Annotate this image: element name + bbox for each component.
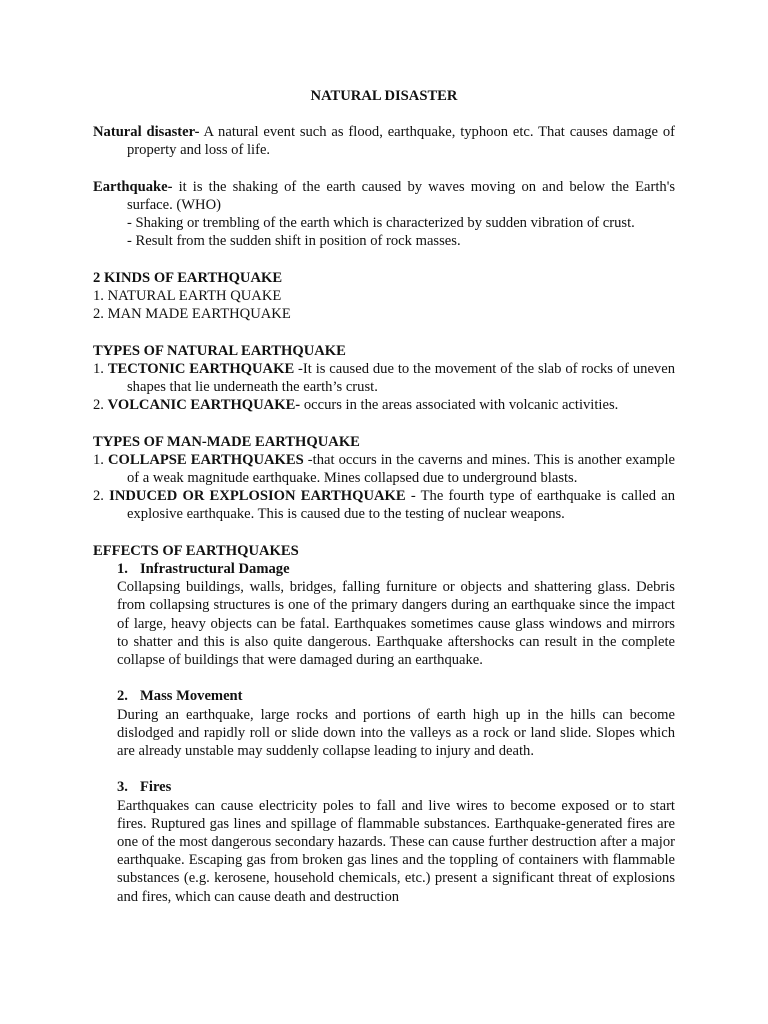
effect-title: 1. Infrastructural Damage (117, 561, 290, 577)
earthquake-definition (93, 178, 675, 214)
manmade-type-term: COLLAPSE EARTHQUAKES (108, 451, 304, 468)
earthquake-point: - Shaking or trembling of the earth which is characterized by sudden vibration of crust. (127, 215, 635, 232)
manmade-type-item: 2. INDUCED OR EXPLOSION EARTHQUAKE - The fourth type of earthquake is called an explosive earthquake. This is caused due to the testing of nuclear weapons. (93, 488, 676, 523)
natural-type-item: 1. TECTONIC EARTHQUAKE -It is caused due to the movement of the slab of rocks of uneven shapes that lie underneath the earth’s crust. (93, 360, 675, 395)
effect-title: 2. Mass Movement (117, 688, 243, 705)
natural-disaster-definition (93, 123, 675, 159)
natural-disaster-text: A natural event such as flood, earthquake, typhoon etc. That causes damage of property and loss of life. (127, 124, 675, 159)
effect-body: Earthquakes can cause electricity poles to fall and live wires to become exposed or to start fires. Ruptured gas lines and spillage of flammable substances. Earthquake-generated fires are one of the most dangerous secondary hazards. These can cause further destruction after a major earthquake. Escaping gas from broken gas lines and the toppling of containers with flammable substances (e.g. kerosene, household chemicals, etc.) present a significant threat of explosions and fires, which can cause death and destruction (117, 797, 675, 905)
natural-disaster-term: Natural disaster- (93, 124, 200, 141)
document-title: NATURAL DISASTER (310, 88, 458, 104)
manmade-type-item: 1. COLLAPSE EARTHQUAKES -that occurs in the caverns and mines. This is another example of a weak magnitude earthquake. Mines collapsed due to underground blasts. (93, 451, 676, 486)
earthquake-point: - Result from the sudden shift in position of rock masses. (127, 233, 461, 250)
effect-body: Collapsing buildings, walls, bridges, falling furniture or objects and shattering glass. Debris from collapsing structures is one of the primary dangers during an earthquake since the impact of large, heavy objects can be fatal. Earthquakes sometimes cause glass windows and mirrors to shatter and this is also quite dangerous. Earthquake aftershocks can result in the complete collapse of buildings that were damaged during an earthquake. (117, 579, 675, 669)
earthquake-term: Earthquake- (93, 178, 173, 195)
kinds-item: 1. NATURAL EARTH QUAKE (93, 288, 282, 304)
manmade-type-term: INDUCED OR EXPLOSION EARTHQUAKE (109, 488, 406, 505)
natural-type-term: VOLCANIC EARTHQUAKE- (107, 397, 301, 414)
earthquake-text: it is the shaking of the earth caused by waves moving on and below the Earth's surface. (WHO) (127, 178, 675, 213)
effect-title: 3. Fires (117, 779, 172, 796)
effect-body: During an earthquake, large rocks and portions of earth high up in the hills can become dislodged and rapidly roll or slide down into the valleys as a rock or land slide. Slopes which are already unstable may suddenly collapse leading to injury and death. (117, 706, 675, 760)
natural-type-term: TECTONIC EARTHQUAKE (107, 360, 295, 377)
kinds-item: 2. MAN MADE EARTHQUAKE (93, 306, 291, 323)
effects-list (93, 560, 675, 906)
natural-types-heading: TYPES OF NATURAL EARTHQUAKE (93, 342, 346, 359)
document-content (93, 87, 675, 906)
natural-type-item: 2. VOLCANIC EARTHQUAKE- occurs in the areas associated with volcanic activities. (93, 397, 619, 414)
kinds-heading: 2 KINDS OF EARTHQUAKE (93, 269, 283, 286)
manmade-types-heading: TYPES OF MAN-MADE EARTHQUAKE (93, 433, 360, 450)
effects-heading: EFFECTS OF EARTHQUAKES (93, 542, 299, 559)
